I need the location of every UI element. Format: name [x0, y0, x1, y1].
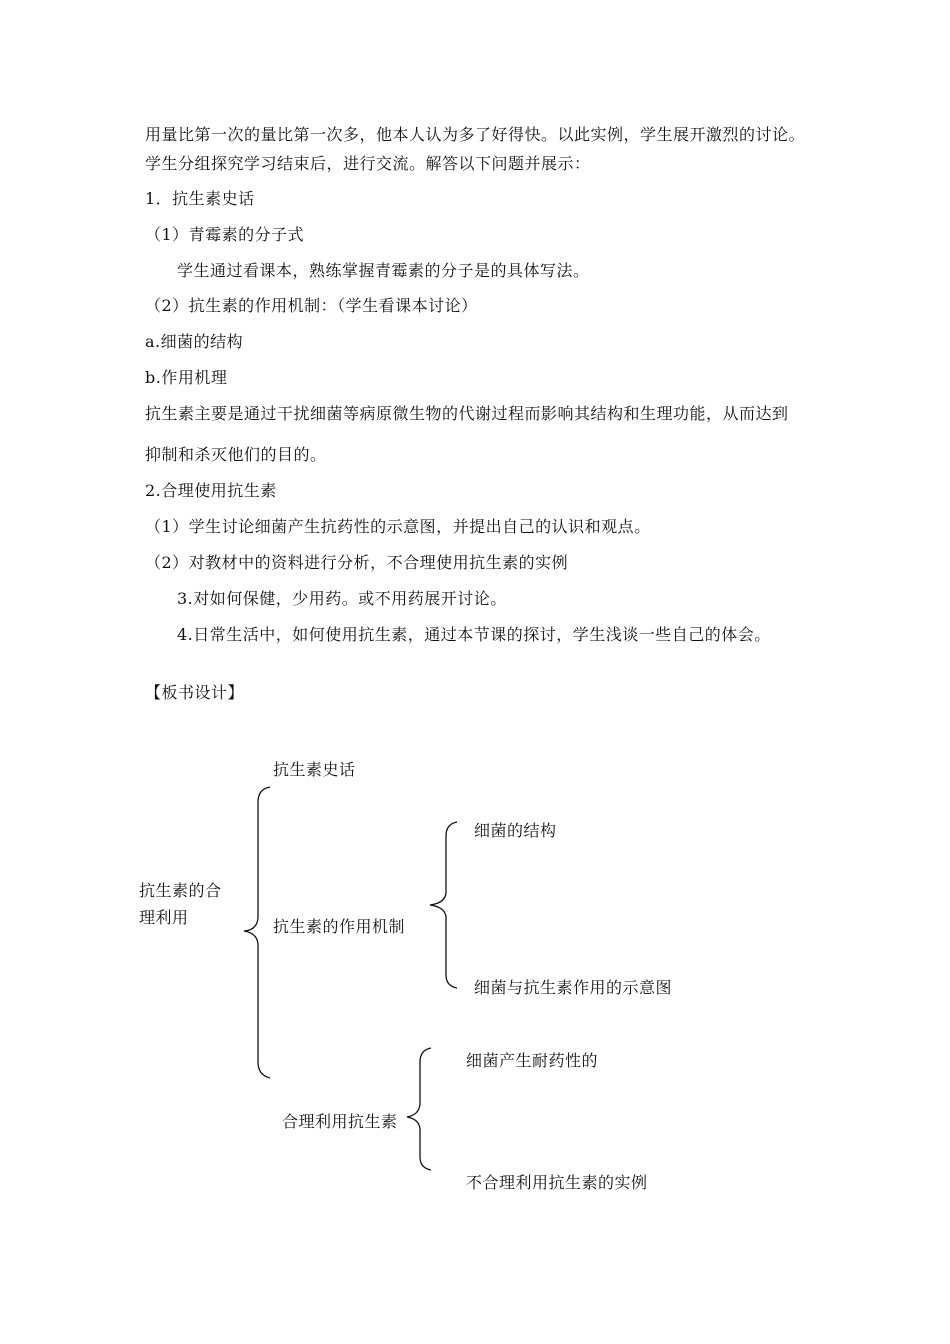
brace-mechanism [430, 822, 457, 988]
diagram-branch-rational: 合理利用抗生素 [282, 1112, 398, 1131]
diagram-mechanism-item-schematic: 细菌与抗生素作用的示意图 [474, 978, 673, 997]
diagram-root-line1: 抗生素的合 [139, 881, 222, 900]
list-item-2: （2）对教材中的资料进行分析，不合理使用抗生素的实例 [145, 553, 569, 572]
paragraph-line: 抑制和杀灭他们的目的。 [145, 445, 327, 464]
paragraph-line: 用量比第一次的量比第一次多，他本人认为多了好得快。以此实例，学生展开激烈的讨论。 [145, 125, 806, 144]
list-item-3: 3.对如何保健，少用药。或不用药展开讨论。 [177, 589, 507, 608]
subheading-penicillin-formula: （1）青霉素的分子式 [145, 225, 305, 244]
list-item-b: b.作用机理 [145, 368, 228, 387]
heading-rational-use: 2.合理使用抗生素 [145, 481, 277, 500]
paragraph-line: 学生分组探究学习结束后，进行交流。解答以下问题并展示： [145, 154, 591, 173]
diagram-branch-mechanism: 抗生素的作用机制 [273, 917, 406, 936]
list-item-a: a.细菌的结构 [145, 332, 244, 351]
list-item-4: 4.日常生活中，如何使用抗生素，通过本节课的探讨，学生浅谈一些自己的体会。 [177, 625, 771, 644]
heading-antibiotic-history: 1．抗生素史话 [145, 189, 255, 208]
section-heading: 【板书设计】 [145, 683, 245, 702]
paragraph-line: 学生通过看课本，熟练掌握青霉素的分子是的具体写法。 [177, 261, 590, 280]
diagram-mechanism-item-structure: 细菌的结构 [474, 821, 557, 840]
diagram-rational-item-misuse: 不合理利用抗生素的实例 [466, 1173, 648, 1192]
brace-rational [407, 1048, 431, 1170]
list-item-1: （1）学生讨论细菌产生抗药性的示意图，并提出自己的认识和观点。 [145, 517, 651, 536]
diagram-rational-item-resistance: 细菌产生耐药性的 [466, 1051, 599, 1070]
paragraph-line: 抗生素主要是通过干扰细菌等病原微生物的代谢过程而影响其结构和生理功能，从而达到 [145, 404, 789, 423]
diagram-root-line2: 理利用 [139, 908, 189, 927]
diagram-branch-history: 抗生素史话 [273, 760, 356, 779]
brace-root [244, 787, 270, 1078]
subheading-mechanism: （2）抗生素的作用机制：（学生看课本讨论） [145, 296, 478, 315]
